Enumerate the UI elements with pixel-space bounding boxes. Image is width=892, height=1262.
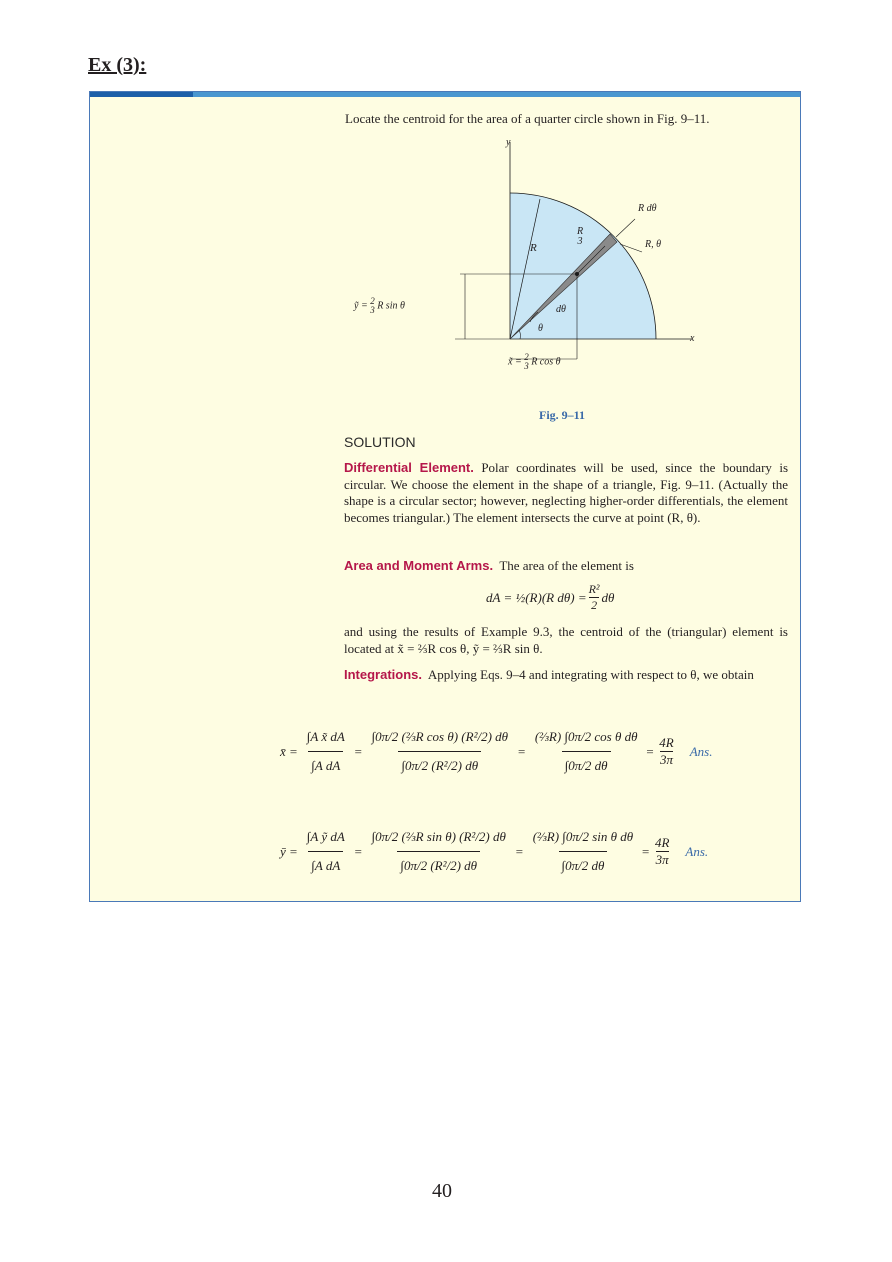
integrations-text: Applying Eqs. 9–4 and integrating with respect to θ, we obtain [427,667,754,682]
figure-caption: Fig. 9–11 [539,408,586,422]
xbar-label-lhs: x̃ = [508,356,525,368]
panel-top-bar-accent [90,92,193,97]
ybar-frac-3 [530,829,636,874]
xbar-equals-3: = [645,743,655,759]
ybar-frac-1 [304,829,348,874]
ybar-num-3: (⅔R) ∫0π/2 sin θ dθ [532,829,634,844]
quarter-circle-figure [420,134,700,374]
dA-equation-left: dA = ½(R)(R dθ) = [486,589,587,605]
R-over-3-label [577,227,583,247]
ybar-frac-den: 3 [370,305,375,315]
integrations-paragraph [344,667,788,684]
xbar-equals-2: = [517,743,526,759]
xbar-num-1: ∫A x̃ dA [306,729,345,744]
xbar-equals-1: = [353,743,363,759]
ybar-label-lhs: ỹ = [354,300,371,312]
dA-equation-right: dθ [601,589,615,605]
xbar-result-den: 3π [659,752,673,767]
panel-top-bar [90,92,800,97]
R-over-3-den: 3 [577,236,583,247]
page-number: 40 [432,1180,452,1202]
example-panel [89,91,801,902]
ybar-label [354,297,405,315]
dA-eq-num: R² [588,582,600,596]
ybar-den-2: ∫0π/2 (R²/2) dθ [397,851,480,874]
ybar-den-1: ∫A dA [308,851,343,874]
ybar-num-1: ∫A ỹ dA [306,829,345,844]
xbar-result-num: 4R [659,735,674,750]
xbar-num-3: (⅔R) ∫0π/2 cos θ dθ [534,729,638,744]
differential-element-heading: Differential Element. [344,460,474,475]
xbar-answer-label: Ans. [689,743,713,759]
xbar-equation [280,704,790,799]
differential-element-text: Polar coordinates will be used, since the boundary is circular. We choose the element in the shape of a triangle, Fig. 9–11. (Actually the shape is a circular sector; however, neglecting higher-order differentials, the element becomes triangular.) The element intersects the curve at point (R, θ). [344,460,788,525]
R-dtheta-leader [616,219,635,237]
R-dtheta-label: R dθ [638,203,657,214]
area-moment-text: The area of the element is [499,558,634,573]
x-axis-label: x [690,333,695,344]
xbar-num-2: ∫0π/2 (⅔R cos θ) (R²/2) dθ [371,729,509,744]
R-label: R [530,242,537,254]
dtheta-label: dθ [556,304,566,315]
example-heading: Ex (3): [88,54,147,76]
ybar-equals-3: = [641,843,650,859]
ybar-label-rest: R sin θ [377,300,405,312]
ybar-result-den: 3π [655,852,669,867]
xbar-den-3: ∫0π/2 dθ [562,751,611,774]
xbar-frac-2 [369,729,512,774]
ybar-frac-2 [369,829,509,874]
xbar-label-rest: R cos θ [531,356,561,368]
ybar-equals-1: = [353,843,363,859]
ybar-den-3: ∫0π/2 dθ [559,851,608,874]
xbar-result [659,735,673,768]
solution-title: SOLUTION [344,434,416,450]
y-axis-label: y [506,137,511,148]
area-moment-paragraph [344,558,788,575]
xbar-den-1: ∫A dA [308,751,343,774]
xbar-frac-3 [532,729,641,774]
differential-element-paragraph [344,460,788,526]
xbar-label [508,353,561,371]
problem-statement: Locate the centroid for the area of a quarter circle shown in Fig. 9–11. [345,111,710,126]
integrations-heading: Integrations. [344,667,423,682]
ybar-equation [280,804,790,899]
results-paragraph: and using the results of Example 9.3, the centroid of the (triangular) element is located at x̃ = ⅔R cos θ, ỹ = ⅔R sin θ. [344,624,788,656]
ybar-equals-2: = [514,843,524,859]
ybar-result [655,835,669,868]
ybar-answer-label: Ans. [685,843,709,859]
ybar-frac-num: 2 [370,296,375,306]
xbar-frac-1 [304,729,348,774]
R-theta-label: R, θ [645,239,662,250]
ybar-eq-lhs: ȳ = [280,843,298,859]
R-over-3-num: R [577,226,584,237]
xbar-eq-lhs: x̄ = [280,743,298,759]
area-moment-heading: Area and Moment Arms. [344,558,494,573]
dA-equation [486,582,614,613]
ybar-result-num: 4R [654,835,670,850]
dA-eq-den: 2 [591,598,598,612]
xbar-den-2: ∫0π/2 (R²/2) dθ [398,751,481,774]
xbar-frac-den: 3 [524,361,529,371]
ybar-num-2: ∫0π/2 (⅔R sin θ) (R²/2) dθ [371,829,506,844]
xbar-frac-num: 2 [524,352,529,362]
theta-label: θ [538,323,543,334]
